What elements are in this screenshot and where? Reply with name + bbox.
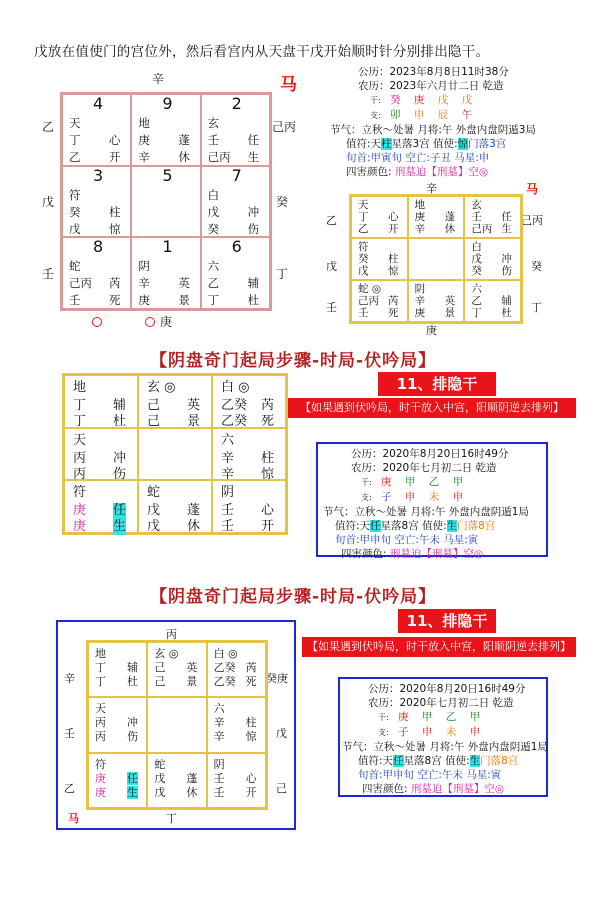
palace-b: 己丙 — [69, 276, 92, 291]
palace-cell — [62, 237, 131, 309]
palace-cell — [138, 375, 212, 428]
palace-b: 乙癸 — [221, 398, 248, 413]
palace-d: 丙 — [95, 730, 106, 744]
palace-b: 庚 — [95, 771, 106, 785]
palace-cell — [351, 280, 408, 322]
palace-e: 开 — [245, 785, 257, 799]
palace-a: 蛇 — [69, 259, 81, 274]
palace-a: 阴 — [221, 485, 235, 501]
palace-c: 柱 — [388, 253, 399, 265]
palace-b: 壬 — [213, 771, 225, 785]
palace-a: 玄 — [471, 199, 482, 211]
board4-right-1: 癸庚 — [266, 672, 288, 685]
palace-a: 符 — [95, 757, 106, 771]
palace-d: 壬 — [213, 785, 225, 799]
palace-num: 5 — [162, 165, 173, 185]
palace-b: 乙 — [207, 276, 220, 291]
palace-e: 休 — [178, 150, 190, 164]
palace-e: 休 — [444, 223, 456, 235]
palace-b: 戊 — [154, 771, 166, 785]
board4-right-2: 戊 — [276, 727, 287, 740]
section3-note: 【如果遇到伏吟局，时干放入中宫，阳顺阴逆去排列】 — [302, 637, 576, 657]
palace-c: 芮 — [109, 276, 121, 291]
palace-b: 己 — [154, 661, 166, 674]
palace-cell — [64, 428, 138, 481]
palace-cell — [201, 94, 270, 166]
info3-four-harm: 四害颜色: 刑墓迫【刑墓】空◎ — [362, 783, 505, 795]
board1-empty-mark-1 — [92, 317, 102, 327]
info1-solar: 公历：2023年8月8日11时38分 — [358, 66, 509, 78]
palace-a: 蛇 ◎ — [358, 283, 381, 295]
palace-cell — [62, 166, 131, 238]
palace-cell — [351, 238, 408, 280]
palace-b: 庚 — [138, 133, 150, 147]
palace-b: 辛 — [213, 716, 225, 730]
palace-e: 杜 — [247, 293, 260, 308]
palace-d: 庚 — [95, 785, 106, 799]
section2-note: 【如果遇到伏吟局，时干放入中宫，阳顺阴逆去排列】 — [288, 398, 576, 418]
palace-cell — [201, 237, 270, 309]
palace-c: 蓬 — [444, 211, 456, 223]
info1-zhifu: 值符:天柱星落3宫 值使:惊门落3宫 — [346, 138, 507, 150]
palace-cell — [212, 480, 286, 533]
palace-d: 丁 — [95, 675, 106, 688]
palace-b: 壬 — [207, 133, 220, 147]
palace-a: 玄 ◎ — [147, 380, 176, 395]
palace-c: 蓬 — [187, 503, 201, 519]
info1-panel — [330, 65, 536, 179]
palace-a: 玄 ◎ — [154, 647, 179, 660]
palace-b: 戊 — [207, 204, 220, 219]
palace-d: 戊 — [358, 265, 369, 277]
palace-d: 丁 — [207, 293, 220, 308]
info2-solar: 公历：2020年8月20日16时49分 — [351, 448, 509, 460]
palace-cell — [138, 428, 212, 481]
info1-zhi-row: 支: 卯 申 辰 午 — [370, 109, 473, 121]
palace-num: 3 — [93, 165, 104, 185]
palace-c: 辅 — [501, 295, 512, 307]
palace-e: 死 — [261, 414, 275, 429]
palace-cell — [207, 697, 266, 752]
palace-d: 丙 — [73, 466, 87, 482]
palace-d: 己丙 — [207, 150, 231, 164]
palace-cell — [88, 697, 147, 752]
board2-left-3: 壬 — [326, 301, 337, 314]
palace-cell — [464, 238, 521, 280]
palace-num: 8 — [93, 237, 104, 257]
palace-c: 柱 — [109, 204, 121, 219]
palace-e: 杜 — [113, 414, 127, 429]
palace-e: 生 — [127, 785, 138, 799]
board2-left-2: 戊 — [326, 260, 337, 273]
info2-jieqi: 节气：立秋～处暑 月将:午 外盘内盘阴遁1局 — [323, 506, 529, 518]
palace-cell — [62, 94, 131, 166]
palace-d: 乙 — [69, 150, 81, 164]
info2-zhifu: 值符:天任星落8宫 值使:生门落8宫 — [335, 520, 496, 532]
palace-cell — [131, 237, 200, 309]
palace-d: 戊 — [154, 785, 166, 799]
palace-a: 天 — [69, 116, 81, 130]
board2-top-label: 辛 — [426, 182, 437, 195]
palace-a: 阴 — [414, 283, 426, 295]
palace-b: 庚 — [73, 503, 87, 519]
palace-cell — [64, 480, 138, 533]
palace-num: 1 — [162, 237, 173, 257]
info3-zhi-row: 支: 子 申 未 申 — [378, 726, 481, 738]
board4-top-label: 丙 — [166, 628, 177, 641]
palace-e: 休 — [186, 785, 198, 799]
palace-a: 白 ◎ — [213, 647, 238, 660]
palace-e: 死 — [245, 675, 257, 688]
palace-d: 庚 — [73, 519, 87, 535]
palace-e: 死 — [109, 293, 121, 308]
palace-b: 壬 — [471, 211, 482, 223]
palace-e: 景 — [444, 307, 456, 319]
palace-c: 英 — [187, 398, 201, 413]
palace-d: 丁 — [73, 414, 87, 429]
board1-top-label: 辛 — [152, 72, 165, 86]
palace-a: 阴 — [213, 757, 225, 771]
palace-e: 景 — [186, 675, 198, 688]
palace-num: 2 — [231, 94, 242, 113]
palace-b: 丁 — [358, 211, 369, 223]
palace-c: 英 — [178, 276, 190, 291]
board2-right-2: 癸 — [531, 260, 542, 273]
palace-d: 戊 — [147, 519, 161, 535]
palace-b: 辛 — [221, 450, 235, 466]
palace-e: 开 — [109, 150, 121, 164]
palace-d: 乙癸 — [213, 675, 236, 688]
palace-c: 英 — [444, 295, 456, 307]
palace-c: 蓬 — [178, 133, 190, 147]
palace-c: 柱 — [261, 450, 275, 466]
palace-num: 4 — [93, 94, 104, 113]
board1-horse-marker: 马 — [280, 75, 297, 95]
palace-cell — [212, 428, 286, 481]
palace-d: 癸 — [471, 265, 482, 277]
palace-num: 7 — [231, 165, 242, 185]
palace-cell — [88, 642, 147, 697]
info3-jieqi: 节气：立秋～处暑 月将:午 外盘内盘阴遁1局 — [342, 741, 548, 753]
palace-cell — [64, 375, 138, 428]
palace-a: 蛇 — [154, 757, 166, 771]
palace-d: 壬 — [69, 293, 81, 308]
palace-a: 六 — [471, 283, 482, 295]
board2-horse-marker: 马 — [526, 182, 539, 196]
palace-cell — [408, 196, 465, 238]
info3-panel — [342, 682, 548, 796]
palace-d: 壬 — [358, 307, 369, 319]
palace-cell — [88, 753, 147, 808]
palace-c: 任 — [501, 211, 512, 223]
board4-left-1: 辛 — [64, 672, 75, 685]
palace-c: 冲 — [247, 204, 260, 219]
palace-c: 心 — [261, 503, 275, 519]
palace-cell — [138, 480, 212, 533]
palace-d: 丁 — [471, 307, 482, 319]
info1-lunar: 农历：2023年六月廿二日 乾造 — [358, 80, 504, 92]
palace-c: 柱 — [245, 716, 257, 730]
palace-a: 地 — [414, 199, 426, 211]
palace-cell — [212, 375, 286, 428]
info3-solar: 公历：2020年8月20日16时49分 — [368, 683, 526, 695]
palace-e: 景 — [187, 414, 201, 429]
board2-left-1: 乙 — [326, 214, 337, 227]
palace-d: 壬 — [221, 519, 235, 535]
palace-e: 惊 — [109, 221, 121, 236]
info2-panel — [323, 447, 529, 561]
palace-e: 生 — [113, 519, 127, 535]
palace-d: 辛 — [221, 466, 235, 482]
palace-cell — [408, 238, 465, 280]
board2-right-3: 丁 — [531, 301, 542, 314]
palace-cell — [207, 642, 266, 697]
board1-left-2: 戊 — [42, 195, 55, 209]
palace-b: 丁 — [73, 398, 87, 413]
palace-b: 壬 — [221, 503, 235, 519]
palace-c: 芮 — [245, 661, 257, 674]
palace-cell — [147, 753, 206, 808]
palace-d: 辛 — [213, 730, 225, 744]
palace-a: 阴 — [138, 259, 150, 274]
palace-a: 白 — [471, 241, 482, 253]
info1-four-harm: 四害颜色: 刑墓迫【刑墓】空◎ — [346, 166, 489, 178]
palace-e: 开 — [261, 519, 275, 535]
palace-b: 癸 — [69, 204, 81, 219]
palace-a: 六 — [207, 259, 220, 274]
palace-c: 心 — [109, 133, 121, 147]
section2-title: 【阴盘奇门起局步骤-时局-伏吟局】 — [150, 351, 437, 371]
palace-d: 庚 — [138, 293, 150, 308]
palace-cell — [131, 94, 200, 166]
palace-e: 杜 — [127, 675, 138, 688]
palace-c: 辅 — [113, 398, 127, 413]
palace-c: 冲 — [113, 450, 127, 466]
info2-four-harm: 四害颜色: 刑墓迫【刑墓】空◎ — [341, 548, 484, 560]
palace-b: 己 — [147, 398, 161, 413]
palace-a: 天 — [73, 432, 87, 448]
info1-xun: 旬首:甲寅旬 空亡:子丑 马星:申 — [346, 152, 490, 164]
info1-jieqi: 节气：立秋～处暑 月将:午 外盘内盘阴遁3局 — [330, 124, 536, 136]
palace-e: 死 — [388, 307, 399, 319]
palace-d: 己丙 — [471, 223, 493, 235]
palace-c: 心 — [388, 211, 399, 223]
palace-e: 景 — [178, 293, 190, 308]
board1-right-1: 己丙 — [272, 120, 297, 134]
palace-d: 己 — [154, 675, 166, 688]
board4-right-3: 己 — [276, 782, 287, 795]
palace-cell — [464, 280, 521, 322]
palace-b: 乙癸 — [213, 661, 236, 674]
board1-right-3: 丁 — [276, 267, 289, 281]
palace-c: 任 — [127, 771, 138, 785]
board1-grid — [60, 92, 272, 311]
palace-e: 惊 — [388, 265, 399, 277]
palace-a: 六 — [213, 702, 225, 716]
palace-c: 心 — [245, 771, 257, 785]
info3-lunar: 农历：2020年七月初二日 乾造 — [368, 697, 514, 709]
palace-e: 生 — [501, 223, 512, 235]
palace-e: 杜 — [501, 307, 512, 319]
intro-text: 戊放在值使门的宫位外，然后看宫内从天盘干戊开始顺时针分别排出隐干。 — [34, 44, 490, 60]
section2-step: 11、排隐干 — [378, 372, 496, 396]
palace-e: 伤 — [127, 730, 138, 744]
palace-e: 惊 — [261, 466, 275, 482]
info2-xun: 旬首:甲申旬 空亡:午未 马星:寅 — [335, 534, 479, 546]
board4-grid — [86, 640, 268, 810]
palace-b: 己丙 — [358, 295, 379, 307]
palace-b: 乙 — [471, 295, 482, 307]
palace-cell — [147, 642, 206, 697]
palace-d: 辛 — [414, 223, 426, 235]
palace-a: 符 — [73, 485, 87, 501]
palace-num: 9 — [162, 94, 173, 113]
palace-cell — [207, 753, 266, 808]
palace-c: 辅 — [247, 276, 260, 291]
palace-c: 芮 — [261, 398, 275, 413]
palace-a: 六 — [221, 432, 235, 448]
board1-empty-mark-2 — [145, 317, 155, 327]
board4-left-3: 乙 — [64, 782, 75, 795]
palace-e: 伤 — [247, 221, 260, 236]
palace-num: 6 — [231, 237, 242, 257]
palace-a: 地 — [95, 647, 106, 660]
info2-gan-row: 干: 庚 甲 乙 甲 — [361, 476, 464, 488]
board4-horse-marker: 马 — [68, 812, 79, 825]
palace-c: 辅 — [127, 661, 138, 674]
board1-right-2: 癸 — [276, 195, 289, 209]
palace-d: 庚 — [414, 307, 426, 319]
section3-title: 【阴盘奇门起局步骤-时局-伏吟局】 — [150, 587, 437, 607]
board4-bottom-label: 丁 — [166, 812, 177, 825]
palace-c: 英 — [186, 661, 198, 674]
palace-b: 丁 — [95, 661, 106, 674]
palace-d: 癸 — [207, 221, 220, 236]
palace-d: 己 — [147, 414, 161, 429]
palace-b: 癸 — [358, 253, 369, 265]
info2-zhi-row: 支: 子 申 未 申 — [361, 491, 464, 503]
info2-lunar: 农历：2020年七月初二日 乾造 — [351, 462, 497, 474]
palace-b: 丙 — [73, 450, 87, 466]
palace-a: 蛇 — [147, 485, 161, 501]
palace-a: 符 — [358, 241, 369, 253]
info3-zhifu: 值符:天任星落8宫 值使:生门落8宫 — [358, 755, 519, 767]
palace-c: 冲 — [127, 716, 138, 730]
info3-xun: 旬首:甲申旬 空亡:午未 马星:寅 — [358, 769, 502, 781]
palace-d: 乙癸 — [221, 414, 248, 429]
palace-d: 乙 — [358, 223, 369, 235]
palace-b: 辛 — [414, 295, 426, 307]
info3-gan-row: 干: 庚 甲 乙 甲 — [378, 711, 481, 723]
palace-e: 休 — [187, 519, 201, 535]
info1-gan-row: 干: 癸 庚 戊 戊 — [370, 94, 473, 106]
palace-a: 玄 — [207, 116, 220, 130]
palace-cell — [408, 280, 465, 322]
palace-e: 生 — [247, 150, 260, 164]
palace-cell — [131, 166, 200, 238]
palace-d: 辛 — [138, 150, 150, 164]
board4-left-2: 壬 — [64, 727, 75, 740]
palace-d: 戊 — [69, 221, 81, 236]
palace-a: 白 ◎ — [221, 380, 250, 395]
board2-right-1: 己丙 — [521, 214, 543, 227]
palace-cell — [351, 196, 408, 238]
palace-cell — [147, 697, 206, 752]
palace-c: 芮 — [388, 295, 399, 307]
palace-a: 天 — [358, 199, 369, 211]
palace-e: 伤 — [501, 265, 512, 277]
palace-a: 地 — [138, 116, 150, 130]
palace-c: 任 — [247, 133, 260, 147]
palace-c: 任 — [113, 503, 127, 519]
board2-bottom-label: 庚 — [426, 324, 437, 337]
palace-b: 丙 — [95, 716, 106, 730]
palace-b: 辛 — [138, 276, 150, 291]
palace-cell — [464, 196, 521, 238]
palace-e: 惊 — [245, 730, 257, 744]
palace-cell — [201, 166, 270, 238]
board1-bottom-label: 庚 — [160, 315, 173, 329]
section3-step: 11、排隐干 — [398, 609, 496, 633]
palace-a: 白 — [207, 187, 220, 202]
palace-a: 地 — [73, 380, 87, 395]
palace-c: 蓬 — [186, 771, 198, 785]
palace-e: 开 — [388, 223, 399, 235]
palace-e: 伤 — [113, 466, 127, 482]
palace-a: 符 — [69, 187, 81, 202]
palace-a: 天 — [95, 702, 106, 716]
palace-b: 戊 — [471, 253, 482, 265]
board2-grid — [349, 194, 523, 324]
board3-grid — [62, 373, 288, 535]
palace-b: 庚 — [414, 211, 426, 223]
board1-left-3: 壬 — [42, 267, 55, 281]
palace-b: 丁 — [69, 133, 81, 147]
palace-c: 冲 — [501, 253, 512, 265]
palace-b: 戊 — [147, 503, 161, 519]
board1-left-1: 乙 — [42, 120, 55, 134]
